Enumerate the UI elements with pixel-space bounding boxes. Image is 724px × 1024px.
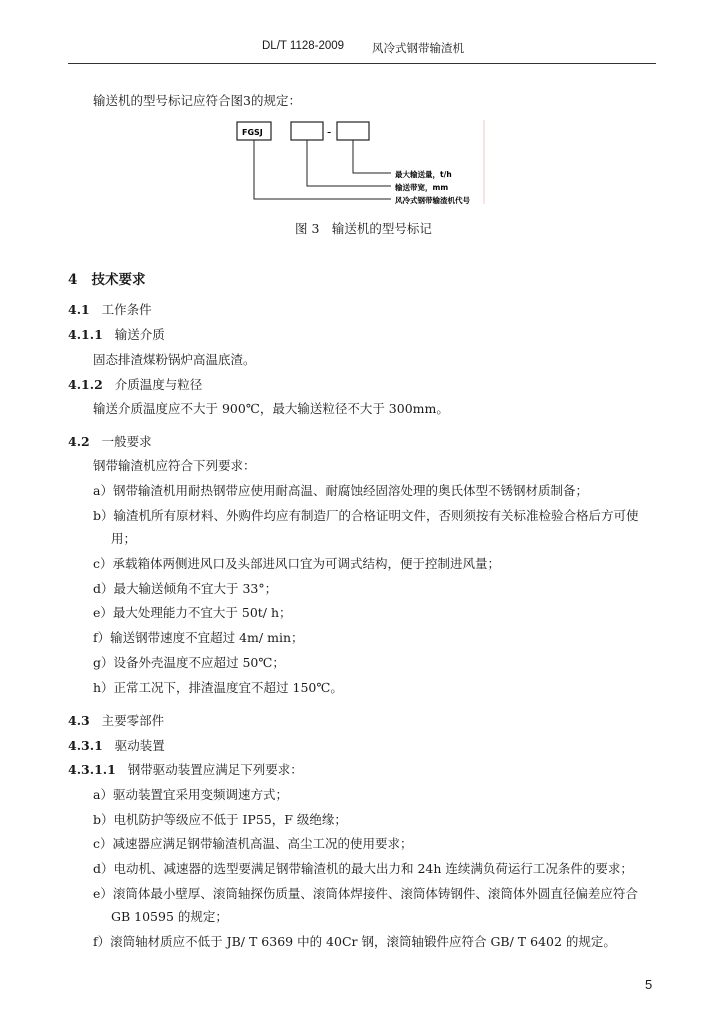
page-number: 5 (645, 977, 653, 992)
list-item-continuation: GB 10595 的规定； (111, 909, 228, 924)
header-title: 风冷式钢带输渣机 (372, 41, 464, 55)
list-item: e）最大处理能力不宜大于 50t/ h； (93, 605, 292, 620)
list-item: f）输送钢带速度不宜超过 4m/ min； (93, 630, 304, 645)
header-standard-code: DL/T 1128-2009 (262, 40, 345, 52)
section-4-1-2-number: 4.1.2 (68, 377, 103, 392)
list-item: d）电动机、减速器的选型要满足钢带输渣机的最大出力和 24h 连续满负荷运行工况条件的要求； (93, 861, 633, 876)
section-4-3-1-number: 4.3.1 (68, 738, 103, 753)
section-4-3-1-heading (68, 736, 165, 754)
belt-width-box (291, 122, 323, 140)
section-4-2-number: 4.2 (68, 434, 90, 449)
figure-caption: 图 3 输送机的型号标记 (295, 221, 432, 236)
list-item: d）最大输送倾角不宜大于 33°； (93, 581, 278, 596)
capacity-leader-line (353, 140, 391, 173)
section-4-heading (68, 268, 146, 288)
list-item: h）正常工况下，排渣温度宜不超过 150℃。 (93, 680, 343, 695)
label-belt-width: 输送带宽，mm (395, 183, 449, 192)
header-rule (68, 63, 656, 64)
list-item: g）设备外壳温度不应超过 50℃； (93, 655, 285, 670)
section-4-1-1-heading (68, 325, 165, 343)
section-4-2-lead: 钢带输渣机应符合下列要求： (93, 458, 256, 473)
intro-paragraph: 输送机的型号标记应符合图3的规定： (93, 93, 301, 108)
section-4-2-title: 一般要求 (101, 434, 152, 449)
section-4-1-2-text: 输送介质温度应不大于 900℃，最大输送粒径不大于 300mm。 (93, 401, 449, 416)
section-4-3-1-title: 驱动装置 (114, 738, 165, 753)
capacity-box (337, 122, 369, 140)
section-4-1-title: 工作条件 (101, 302, 152, 317)
section-4-1-number: 4.1 (68, 302, 90, 317)
list-item: c）减速器应满足钢带输渣机高温、高尘工况的使用要求； (93, 836, 413, 851)
list-item: b）电机防护等级应不低于 IP55，F 级绝缘； (93, 812, 347, 827)
section-4-title: 技术要求 (91, 272, 146, 288)
list-item-continuation: 用； (111, 531, 137, 546)
belt-width-leader-line (307, 140, 391, 186)
section-4-1-heading (68, 300, 152, 318)
model-code-leader-line (254, 140, 391, 199)
section-4-1-1-text: 固态排渣煤粉锅炉高温底渣。 (93, 352, 256, 367)
label-model-code: 风冷式钢带输渣机代号 (395, 196, 470, 205)
section-4-1-2-heading (68, 375, 202, 393)
model-code-text: FGSJ (242, 128, 263, 137)
list-item: c）承载箱体两侧进风口及头部进风口宜为可调式结构，便于控制进风量； (93, 556, 501, 571)
section-4-2-heading (68, 432, 152, 450)
section-4-1-1-number: 4.1.1 (68, 327, 103, 342)
section-4-3-title: 主要零部件 (101, 713, 165, 728)
label-max-capacity: 最大输送量，t/h (395, 170, 452, 179)
model-marking-diagram (235, 118, 495, 210)
list-item: a）驱动装置宜采用变频调速方式； (93, 787, 288, 802)
section-4-3-heading (68, 711, 164, 729)
section-4-3-1-1-number: 4.3.1.1 (68, 762, 116, 777)
section-4-1-2-title: 介质温度与粒径 (114, 377, 203, 392)
section-4-3-1-1-heading (68, 760, 303, 778)
section-4-3-1-1-title: 钢带驱动装置应满足下列要求： (127, 762, 303, 777)
list-item: b）输渣机所有原材料、外购件均应有制造厂的合格证明文件，否则须按有关标准检验合格后方可使 (93, 508, 639, 523)
section-4-number: 4 (68, 272, 78, 288)
list-item: e）滚筒体最小壁厚、滚筒轴探伤质量、滚筒体焊接件、滚筒体铸钢件、滚筒体外圆直径偏差应符合 (93, 886, 638, 901)
section-4-1-1-title: 输送介质 (114, 327, 165, 342)
section-4-3-number: 4.3 (68, 713, 90, 728)
separator-dash: - (327, 125, 332, 139)
list-item: a）钢带输渣机用耐热钢带应使用耐高温、耐腐蚀经固溶处理的奥氏体型不锈钢材质制备； (93, 483, 588, 498)
list-item: f）滚筒轴材质应不低于 JB/ T 6369 中的 40Cr 钢，滚筒轴锻件应符合 GB/ T 6402 的规定。 (93, 934, 616, 949)
